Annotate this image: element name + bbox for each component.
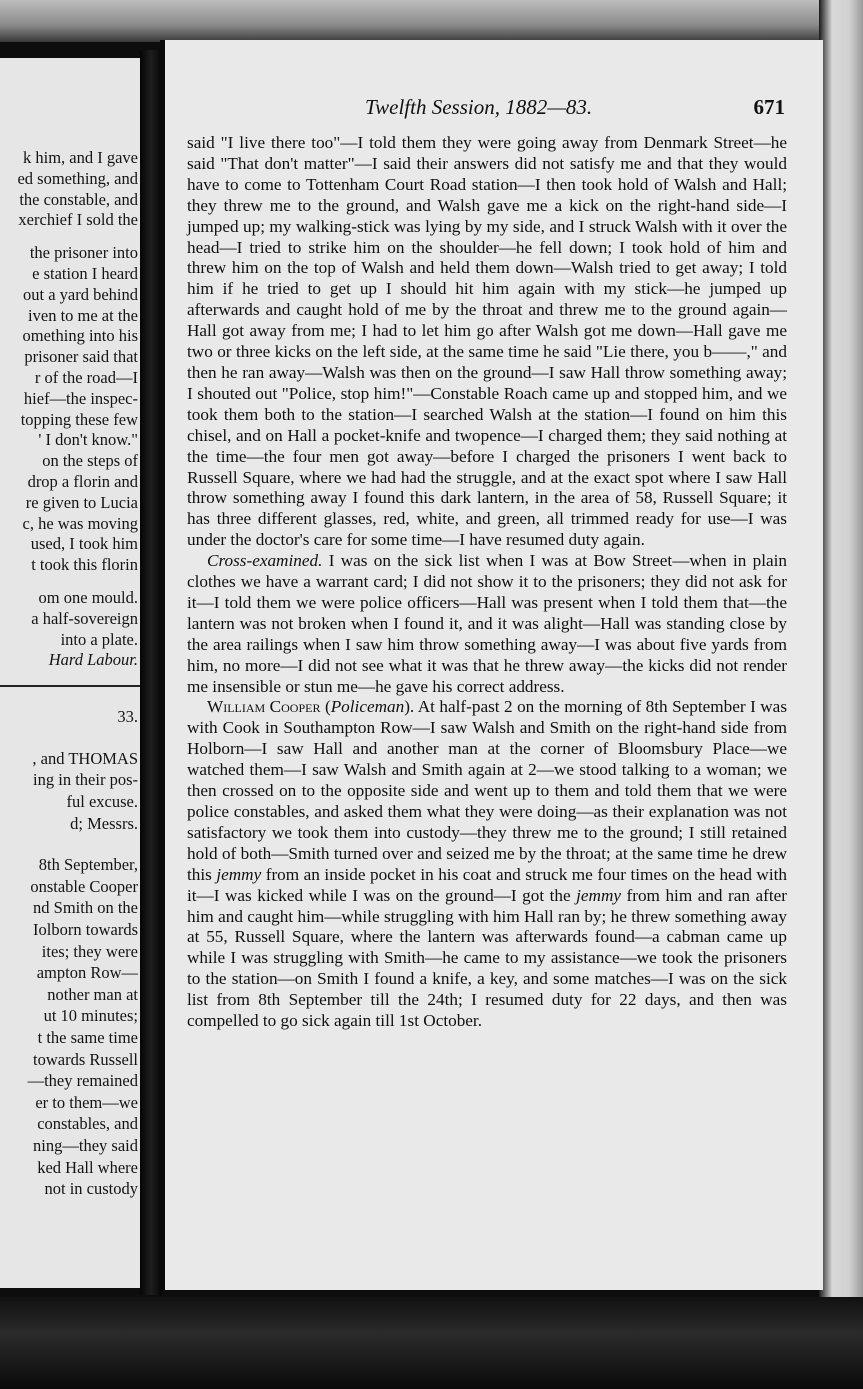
left-column-line: omething into his [22,326,138,346]
session-title: Twelfth Session, 1882—83. [365,95,593,119]
paragraph-william-cooper: William Cooper (Policeman). At half-past 2 on the morning of 8th September I was with Cook in Southampton Row—I saw Walsh and Smith on the right-hand side from Holborn—I saw Hall and another man at the corner of Bloomsbury Place—we watched them—I saw Walsh and Smith again at 2—we stood talking to a woman; we then crossed on to the opposite side and went up to them and told them that we were police constables, and asked them what they were doing—as their explanation was not satisfactory we took them into custody—they threw me to the ground; I still retained hold of both—Smith turned over and seized me by the throat; at the same time he drew this jemmy from an inside pocket in his coat and struck me four times on the head with it—I was kicked while I was on the ground—I got the jemmy from him and ran after him and caught him—while struggling with him Hall ran by; he threw something away at 55, Russell Square, where the lantern was afterwards found—a cabman came up while I was struggling with Smith—he came to my assistance—we took the prisoners to the station—on Smith I found a knife, a key, and some matches—I was on the sick list from 8th September till the 24th; I resumed duty for 22 days, and then was compelled to go sick again till 1st October. [187,697,788,1031]
paragraph-testimony: said "I live there too"—I told them they were going away from Denmark Street—he said "That don't matter"—I said their answers did not satisfy me and that they would have to come to Tottenham Court Road station—I then took hold of Walsh and Hall; they threw me to the ground, and Walsh gave me a kick on the right-hand side—I jumped up; my walking-stick was lying by my side, and I struck Walsh with it over the head—I tried to strike him on the shoulder—he fell down; I took hold of him and threw him on the top of Walsh and held them down—Walsh tried to get away; I told him if he tried to get up I should hit him again with my stick—he jumped up afterwards and caught hold of me by the throat and threw me to the ground again—Hall got away from me; I had to let him go after Walsh got me down—Hall gave me two or three kicks on the left side, at the same time he said "Lie there, you b——," and then he ran away—Walsh was then on the ground—I saw Hall throw something away; I shouted out "Police, stop him!"—Constable Roach came up and stopped him, and we took them both to the station—I searched Walsh at the station—I found on him this chisel, and on Hall a pocket-knife and twopence—I charged them; they said nothing at the time—the four men got away—before I charged the prisoners I went back to Russell Square, where we had had the struggle, and at the exact spot where I saw Hall throw something away I found this dark lantern, in the area of 58, Russell Square; it has three different glasses, red, white, and green, all trimmed ready for use—I was under the doctor's care for some time—I have resumed duty again. [187,133,787,550]
left-column-line: the prisoner into [29,243,138,263]
witness-text-c: from him and ran after him and caught him—while struggling with him Hall ran by; he threw something away at 55, Russell Square, where the lantern was afterwards found—a cabman came up while I was struggling with Smith—he came to my assistance—we took the prisoners to the station—on Smith I found a knife, a key, and some matches—I was on the sick list from 8th September till the 24th; I resumed duty for 22 days, and then was compelled to go sick again till 1st October. [187,885,787,1031]
left-column-line: the constable, and [19,189,138,209]
left-column-line: ked Hall where [37,1157,138,1177]
left-page [0,58,146,1288]
jemmy-word-2: jemmy [576,885,621,905]
left-column-rule [0,685,140,687]
left-column-line: hief—the inspec- [23,388,138,408]
cross-examined-label: Cross-examined. [207,551,323,571]
left-column-line: —they remained [27,1071,138,1091]
paragraph-cross-examined [187,551,787,697]
left-column-line: r of the road—I [34,368,138,387]
right-page [160,40,823,1290]
left-column-line: ites; they were [41,941,138,961]
cross-examined-text: I was on the sick list when I was at Bow Street—when in plain clothes we have a warrant card; I did not show it to the prisoners; they did not ask for it—I told them we were police officers—Hall was present when I told them that—the lantern was not broken when I found it, and it was alight—Hall was standing close by the area railings when I saw him throw something away—I was about five yards from him, no more—I did not see what it was that he threw away—the kicks did not render me insensible or stun me—he gave his correct address. [187,551,787,696]
left-column-line: d; Messrs. [70,813,138,833]
left-column-line: ning—they said [33,1136,138,1155]
left-column-line: , and THOMAS [32,748,138,768]
left-column-line: c, he was moving [22,513,138,533]
witness-text-a: At half-past 2 on the morning of 8th September I was with Cook in Southampton Row—I saw Walsh and Smith on the right-hand side from Holborn—I saw Hall and another man at the corner of Bloomsbury Place—we watched them—I saw Walsh and Smith again at 2—we stood talking to a woman; we then crossed on to the opposite side and went up to them and told them that we were police constables, and asked them what they were doing—as their explanation was not satisfactory we took them into custody—they threw me to the ground; I still retained hold of both—Smith turned over and seized me by the throat; at the same time he drew this [187,697,788,884]
witness-name: William Cooper [207,697,321,717]
left-column-line: towards Russell [33,1049,138,1069]
left-column-line: 8th September, [38,855,138,875]
page-number: 671 [753,95,785,119]
left-column-line: k him, and I gave [22,148,138,167]
left-column-line: t the same time [37,1028,138,1047]
left-column-line: Hard Labour. [48,650,138,670]
left-column-line: drop a florin and [27,472,138,491]
jemmy-word-1: jemmy [216,864,262,884]
witness-role: Policeman [330,697,405,717]
left-column-line: ' I don't know." [38,430,138,450]
left-column-line: iven to me at the [28,305,138,325]
left-column-line: topping these few [20,409,138,429]
scan-right-edge [819,0,863,1389]
left-column-line: a half-sovereign [31,608,138,628]
body-text [187,133,787,1032]
left-column-line: into a plate. [60,629,138,649]
left-column-line: xerchief I sold the [18,210,138,230]
left-column-line: 33. [117,707,138,727]
left-column-line: ing in their pos- [33,770,138,790]
running-header [365,95,785,120]
left-column-line: nd Smith on the [33,898,138,918]
book-gutter [140,50,162,1295]
left-column-line: re given to Lucia [25,492,138,512]
left-column-line: nother man at [47,984,138,1004]
left-column-line: prisoner said that [24,347,138,367]
left-column-line: on the steps of [42,451,138,471]
left-column-line: ut 10 minutes; [43,1006,138,1026]
left-column-line: constables, and [37,1114,138,1134]
left-column-line: out a yard behind [22,284,138,304]
left-column-line: t took this florin [31,555,138,575]
left-column-line: ampton Row— [36,963,138,983]
left-column-line: Iolborn towards [33,920,138,939]
left-column-line: e station I heard [32,264,138,283]
left-column-line: not in custody [44,1179,138,1199]
scan-top-edge [0,0,863,42]
witness-text-b: from an inside pocket in his coat and struck me four times on the head with it—I was kicked while I was on the ground—I got the [187,864,787,905]
left-column-line: om one mould. [38,588,138,607]
left-column-line: er to them—we [35,1092,138,1112]
left-column-line: ed something, and [17,168,138,188]
scan-bottom-edge [0,1297,863,1389]
left-column-line: onstable Cooper [30,876,138,896]
left-column-line: ful excuse. [66,792,138,811]
left-column-line: used, I took him [30,534,138,554]
